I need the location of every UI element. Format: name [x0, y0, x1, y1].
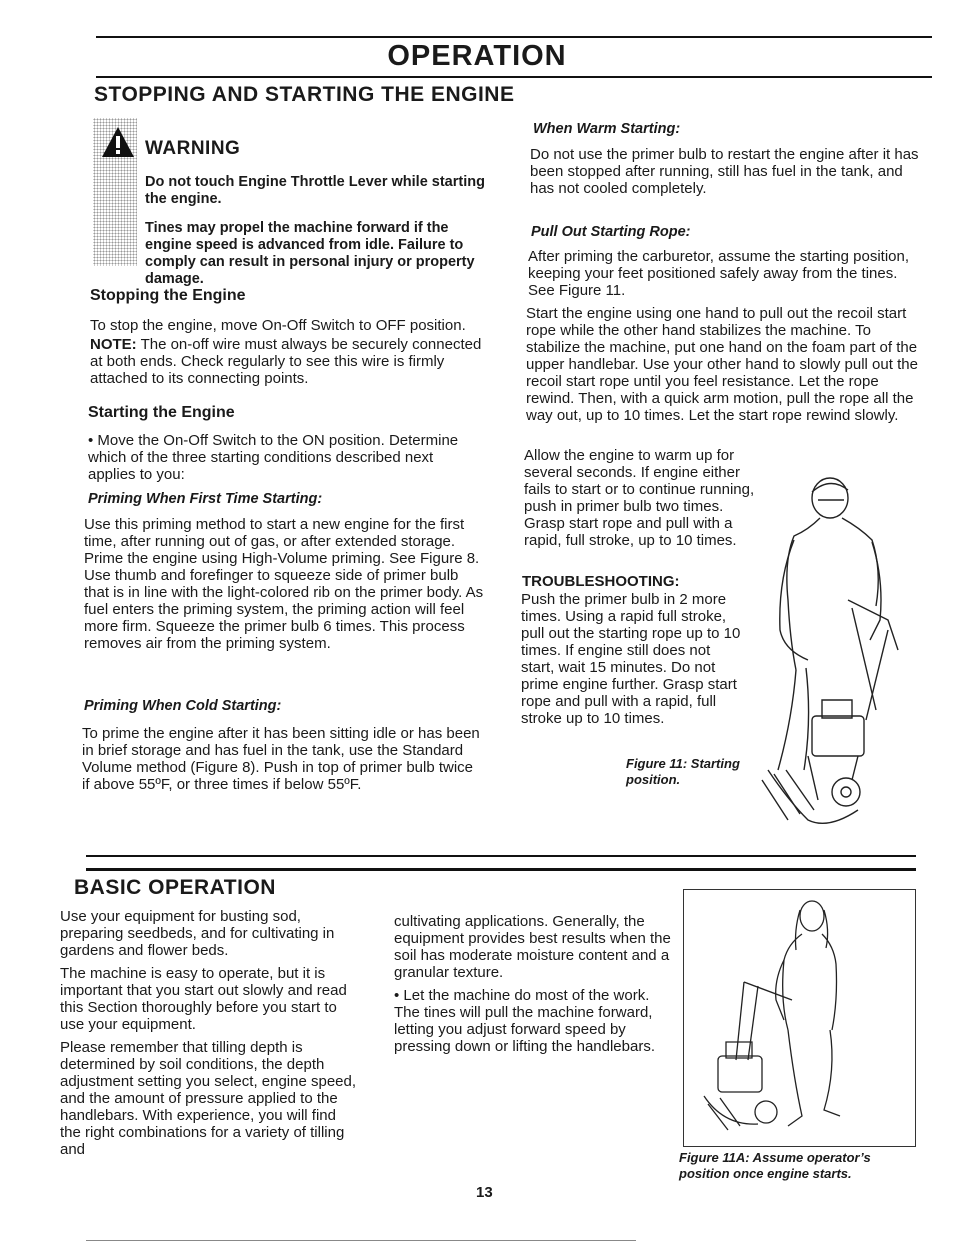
figure-11-illustration [748, 470, 908, 840]
basic-operation-paragraph-2: The machine is easy to operate, but it is important that you start out slowly and read this Section thoroughly before you start to use your equipment. [60, 965, 347, 1033]
basic-operation-paragraph-4: cultivating applications. Generally, the equipment provides best results when the soil has moderate moisture content and a granular texture. [394, 913, 671, 981]
figure-11a-frame [683, 889, 916, 1147]
basic-operation-rule [86, 855, 916, 857]
warning-triangle-icon [100, 125, 136, 159]
priming-first-heading: Priming When First Time Starting: [88, 491, 323, 507]
figure-11-caption: Figure 11: Starting position. [626, 756, 740, 787]
warning-text-throttle: Do not touch Engine Throttle Lever while starting the engine. [145, 174, 485, 207]
page-number: 13 [476, 1184, 493, 1201]
basic-operation-paragraph-5: • Let the machine do most of the work. The tines will pull the machine forward, letting you adjust forward speed by pressing down or lifting the handlebars. [394, 987, 655, 1055]
pull-rope-text-1: After priming the carburetor, assume the starting position, keeping your feet positioned safely away from the tines. See Figure 11. [528, 248, 910, 299]
basic-operation-title: BASIC OPERATION [74, 876, 276, 899]
stopping-engine-heading: Stopping the Engine [90, 287, 246, 304]
starting-engine-bullet: • Move the On-Off Switch to the ON position. Determine which of the three starting conditions described next applies to you: [88, 432, 459, 483]
basic-operation-rule-thick [86, 868, 916, 871]
warning-text-tines: Tines may propel the machine forward if the engine speed is advanced from idle. Failure to comply can result in personal injury or property damage. [145, 220, 475, 287]
priming-first-text: Use this priming method to start a new engine for the first time, after running out of gas, or after extended storage. Prime the engine using High-Volume priming. See Figure 8. Use thumb and forefinger to squeeze side of primer bulb that is in line with the light-colored rib on the primer body. As fuel enters the priming system, the priming action will feel more firm. Squeeze the primer bulb 6 times. This process removes air from the priming system. [84, 516, 484, 652]
stopping-engine-note [90, 336, 488, 387]
pull-rope-text-2: Start the engine using one hand to pull out the recoil start rope while the other hand stabilizes the machine. To stabilize the machine, put one hand on the foam part of the upper handlebar. Use your other hand to slowly pull out the recoil start rope until you feel resistance. Let the rope rewind. Then, with a quick arm motion, pull the rope all the way out, up to 10 times. Let the start rope rewind slowly. [526, 305, 918, 424]
pull-rope-text-3: Allow the engine to warm up for several seconds. If engine either fails to start or to continue running, push in primer bulb two times. Grasp start rope and pull with a rapid, full stroke, up to 10 times. [524, 447, 755, 549]
warning-title: WARNING [145, 138, 241, 159]
basic-operation-paragraph-1: Use your equipment for busting sod, preparing seedbeds, and for cultivating in gardens and flower beds. [60, 908, 335, 959]
troubleshooting-text: Push the primer bulb in 2 more times. Using a rapid full stroke, pull out the starting rope up to 10 times. If engine still does not start, wait 15 minutes. Do not prime engine further. Grasp start rope and pull with a rapid, full stroke up to 10 times. [521, 591, 741, 727]
troubleshooting-heading: TROUBLESHOOTING: [522, 573, 680, 590]
figure-11a-illustration [684, 890, 915, 1146]
footer-rule [86, 1240, 636, 1241]
priming-cold-text: To prime the engine after it has been sitting idle or has been in brief storage and has fuel in the tank, use the Standard Volume method (Figure 8). Push in top of primer bulb twice if above 55ºF, or three times if below 55ºF. [82, 725, 480, 793]
warm-starting-heading: When Warm Starting: [533, 121, 681, 137]
priming-cold-heading: Priming When Cold Starting: [84, 698, 282, 714]
note-label: NOTE: [90, 336, 137, 353]
figure-11a-caption: Figure 11A: Assume operator’s position once engine starts. [679, 1150, 871, 1181]
section-title-stopping-starting: STOPPING AND STARTING THE ENGINE [94, 83, 515, 106]
warm-starting-text: Do not use the primer bulb to restart the engine after it has been stopped after running, still has fuel in the tank, and has not cooled completely. [530, 146, 919, 197]
page-title: OPERATION [387, 40, 567, 72]
header-top-rule [96, 36, 932, 38]
starting-engine-heading: Starting the Engine [88, 404, 235, 421]
basic-operation-paragraph-3: Please remember that tilling depth is determined by soil conditions, the depth adjustment setting you select, engine speed, and the amount of pressure applied to the handlebars. With experience, you will find the right combinations for a variety of tilling and [60, 1039, 357, 1158]
note-text: The on-off wire must always be securely connected at both ends. Check regularly to see this wire is firmly attached to its connecting points. [90, 336, 482, 387]
pull-rope-heading: Pull Out Starting Rope: [531, 224, 691, 240]
header-bottom-rule [96, 76, 932, 78]
stopping-engine-text: To stop the engine, move On-Off Switch to OFF position. [90, 317, 466, 334]
